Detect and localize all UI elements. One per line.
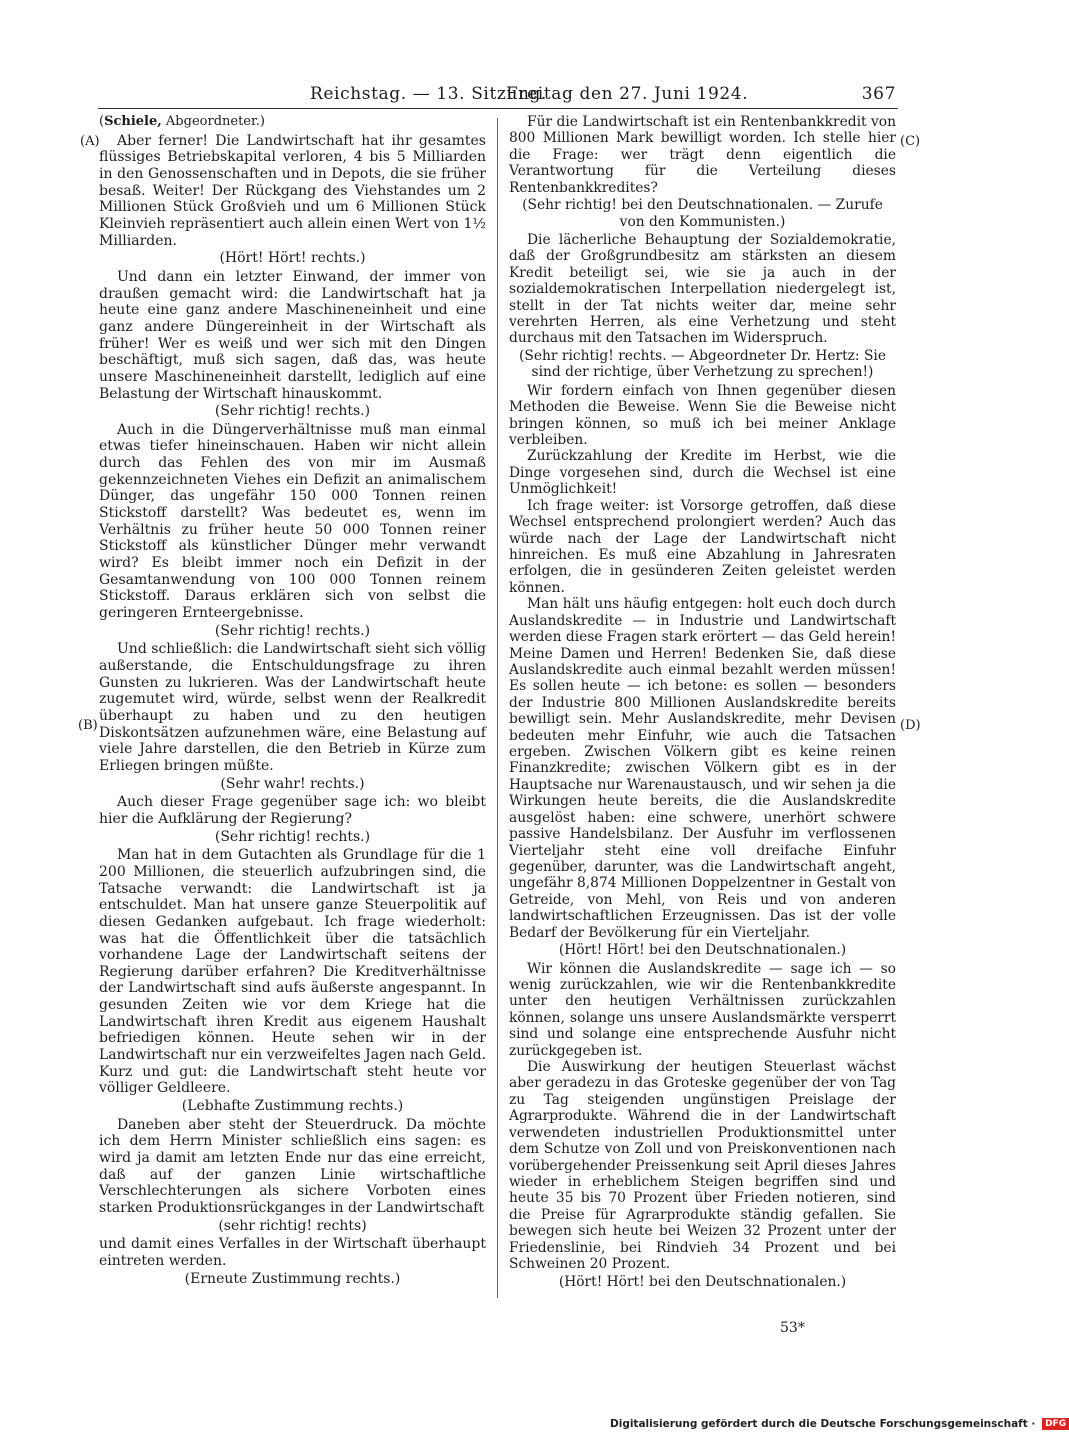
interjection: (Sehr richtig! rechts.): [214, 828, 371, 845]
interjection: (Sehr richtig! rechts.): [214, 622, 371, 639]
right-column: [509, 114, 896, 1292]
paragraph: Wir können die Auslandskredite — sage ich — so wenig zurückzahlen, wie wir die Rentenbankkredite unter den heutigen Verhältnissen zurückzahlen können, solange uns unsere Auslandsmärkte versperrt sind und solange eine entsprechende Ausfuhr nicht zurückgegeben ist.: [509, 960, 896, 1059]
margin-marker-c: (C): [900, 134, 921, 149]
left-column: [99, 114, 486, 1289]
header-date: Freitag den 27. Juni 1924.: [506, 84, 749, 104]
paragraph: Auch dieser Frage gegenüber sage ich: wo bleibt hier die Aufklärung der Regierung?: [99, 794, 486, 827]
footer-text: Digitalisierung gefördert durch die Deutsche Forschungsgemeinschaft ·: [610, 1418, 1036, 1430]
footer-credit: [610, 1418, 1067, 1432]
left-column-body: [99, 133, 486, 1288]
interjection: (Hört! Hört! bei den Deutschnationalen.): [558, 1273, 847, 1290]
right-column-body: [509, 114, 896, 1290]
paragraph: Wir fordern einfach von Ihnen gegenüber diesen Methoden die Beweise. Wenn Sie die Beweise nicht bringen können, so muß ich bei meiner Anklage verbleiben.: [509, 382, 896, 449]
column-divider: [497, 118, 498, 1298]
interjection: (Sehr richtig! rechts. — Abgeordneter Dr. Hertz: Sie sind der richtige, über Verhetzung zu sprechen!): [518, 347, 886, 381]
paragraph: Man hat in dem Gutachten als Grundlage für die 1 200 Millionen, die steuerlich aufzubringen sind, die Tatsache verwandt: die Landwirtschaft ist ja entschuldet. Man hat unsere ganze Steuerpolitik auf diesen Gedanken aufgebaut. Ich frage wiederholt: was hat die Öffentlichkeit über die tatsächlich vorhandene Lage der Landwirtschaft seitens der Regierung darüber erfahren? Die Kreditverhältnisse der Landwirtschaft sind aufs äußerste angespannt. In gesunden Zeiten wie vor dem Kriege hat die Landwirtschaft ihren Kredit aus eigenem Haushalt befriedigen können. Heute sehen wir in der Landwirtschaft nur ein verzweifeltes Jagen nach Geld. Kurz und gut: die Landwirtschaft steht heute vor völliger Geldleere.: [99, 847, 486, 1097]
interjection: (Lebhafte Zustimmung rechts.): [181, 1098, 404, 1115]
paragraph: Zurückzahlung der Kredite im Herbst, wie die Dinge vorgesehen sind, durch die Wechsel ist eine Unmöglichkeit!: [509, 448, 896, 498]
margin-marker-a: (A): [80, 134, 100, 149]
speaker-heading: (Schiele, Abgeordneter.): [99, 114, 265, 129]
paragraph: Daneben aber steht der Steuerdruck. Da möchte ich dem Herrn Minister schließlich eins sagen: es wird ja damit am letzten Ende nur das eine erreicht, daß auf der ganzen Linie wirtschaftliche Verschlechterungen als sichere Vorboten eines starken Produktionsrückganges in der Landwirtschaft: [99, 1116, 486, 1216]
interjection: (Erneute Zustimmung rechts.): [184, 1270, 401, 1287]
paragraph: Und dann ein letzter Einwand, der immer von draußen gemacht wird: die Landwirtschaft hat ja heute eine ganz andere Maschineneinheit und eine ganz andere Düngereinheit in der Wirtschaft als früher! Wer es weiß und wer sich mit den Dingen beschäftigt, muß sich sagen, daß das, was heute unsere Maschineneinheit darstellt, lediglich auf eine Belastung der Wirtschaft hinauskommt.: [99, 268, 486, 402]
paragraph: Die Auswirkung der heutigen Steuerlast wächst aber geradezu in das Groteske gegenüber der von Tag zu Tag steigenden ungünstigen Preislage der Agrarprodukte. Während die in der Landwirtschaft verwendeten industriellen Produktionsmittel unter dem Schutze von Zoll und von Preiskonventionen nach vorübergehender Preissenkung seit April dieses Jahres wieder in erheblichem Steigen begriffen sind und heute 35 bis 70 Prozent über Frieden notieren, sind die Preise für Agrarprodukte ständig gefallen. Sie bewegen sich heute bei Weizen 32 Prozent unter der Friedenslinie, bei Rindvieh 34 Prozent und bei Schweinen 20 Prozent.: [509, 1059, 896, 1273]
paragraph: Für die Landwirtschaft ist ein Rentenbankkredit von 800 Millionen Mark bewilligt worden. Ich stelle hier die Frage: wer trägt denn eigentlich die Verantwortung für die Verteilung dieses Rentenbankkredites?: [509, 114, 896, 196]
signature-mark: 53*: [780, 1320, 805, 1336]
interjection: (Hört! Hört! bei den Deutschnationalen.): [558, 942, 847, 959]
header-title: Reichstag. — 13. Sitzung.: [310, 84, 548, 104]
paragraph: Man hält uns häufig entgegen: holt euch doch durch Auslandskredite — in Industrie und Landwirtschaft werden diese Fragen stark erörtert — das Geld herein! Meine Damen und Herren! Bedenken Sie, daß diese Auslandskredite auch einmal bezahlt werden müssen! Es sollen heute — ich betone: es sollen — besonders der Industrie 800 Millionen Auslandskredite bereits bewilligt sein. Mehr Auslandskredite, mehr Devisen bedeuten mehr Einfuhr, wie auch die Tatsachen ergeben. Zwischen Völkern gibt es keine reinen Finanzkredite; zwischen Völkern gibt es in der Hauptsache nur Warenaustausch, und wir sehen ja die Wirkungen heute bereits, die die Auslandskredite ausgelöst haben: eine schwere, unerhört schwere passive Handelsbilanz. Der Ausfuhr im verflossenen Vierteljahr steht eine voll dreifache Einfuhr gegenüber, darunter, was die Landwirtschaft angeht, ungefähr 8,874 Millionen Doppelzentner in Gestalt von Getreide, von Mehl, von Reis und von anderen landwirtschaftlichen Erzeugnissen. Das ist der volle Bedarf der Bevölkerung für ein Vierteljahr.: [509, 596, 896, 941]
margin-marker-b: (B): [78, 718, 98, 733]
header-rule: [98, 108, 898, 109]
dfg-logo: DFG: [1042, 1418, 1069, 1430]
speaker-name: Schiele,: [104, 114, 162, 129]
page-header: [100, 84, 896, 110]
paragraph: Auch in die Düngerverhältnisse muß man einmal etwas tiefer hineinschauen. Haben wir nicht allein durch das Fehlen des von mir im Ausmaß gekennzeichneten Viehes ein Defizit an animalischem Dünger, das ungefähr 150 000 Tonnen reinen Stickstoff darstellt? Was bedeutet es, wenn im Verhältnis zu früher heute 50 000 Tonnen reiner Stickstoff als künstlicher Dünger mehr verwandt wird? Es bleibt immer noch ein Defizit in der Gesamtanwendung von 100 000 Tonnen reinem Stickstoff. Daraus erklären sich von selbst die geringeren Ernteergebnisse.: [99, 421, 486, 622]
interjection: (sehr richtig! rechts): [218, 1217, 367, 1234]
paragraph: Aber ferner! Die Landwirtschaft hat ihr gesamtes flüssiges Betriebskapital verloren, 4 bis 5 Milliarden in den Genossenschaften und in Depots, die sie früher besaß. Weiter! Der Rückgang des Viehstandes um 2 Millionen Stück Großvieh und um 6 Millionen Stück Kleinvieh repräsentiert auch allein einen Wert von 1½ Milliarden.: [99, 132, 486, 249]
paragraph: Die lächerliche Behauptung der Sozialdemokratie, daß der Großgrundbesitz am stärksten an diesem Kredit beteiligt sei, wie sie ja auch in der sozialdemokratischen Interpellation niedergelegt ist, stellt in der Tat nichts weiter dar, meine sehr verehrten Herren, als eine Verhetzung und steht durchaus mit den Tatsachen im Widerspruch.: [509, 231, 896, 347]
interjection: (Sehr richtig! bei den Deutschnationalen. — Zurufe von den Kommunisten.): [522, 197, 883, 230]
page-number: 367: [861, 84, 896, 104]
interjection: (Sehr richtig! rechts.): [214, 403, 371, 420]
speaker-role: Abgeordneter.: [165, 114, 260, 129]
interjection: (Hört! Hört! rechts.): [219, 250, 366, 267]
interjection: (Sehr wahr! rechts.): [220, 775, 365, 792]
margin-marker-d: (D): [900, 718, 921, 733]
paragraph: Ich frage weiter: ist Vorsorge getroffen, daß diese Wechsel entsprechend prolongiert werden? Auch das würde nach der Lage der Landwirtschaft nicht hinreichen. Es muß eine Abzahlung in Jahresraten erfolgen, die in gesünderen Zeiten geleistet werden können.: [509, 497, 896, 596]
paragraph-continuation: und damit eines Verfalles in der Wirtschaft überhaupt eintreten werden.: [99, 1236, 486, 1269]
paragraph: Und schließlich: die Landwirtschaft sieht sich völlig außerstande, die Entschuldungsfrage zu ihren Gunsten zu lukrieren. Was der Landwirtschaft heute zugemutet wird, würde, selbst wenn der Realkredit überhaupt zu haben und zu den heutigen Diskontsätzen aufzunehmen wäre, eine Belastung auf viele Jahre darstellen, die den Betrieb in Kürze zum Erliegen bringen müßte.: [99, 641, 486, 774]
